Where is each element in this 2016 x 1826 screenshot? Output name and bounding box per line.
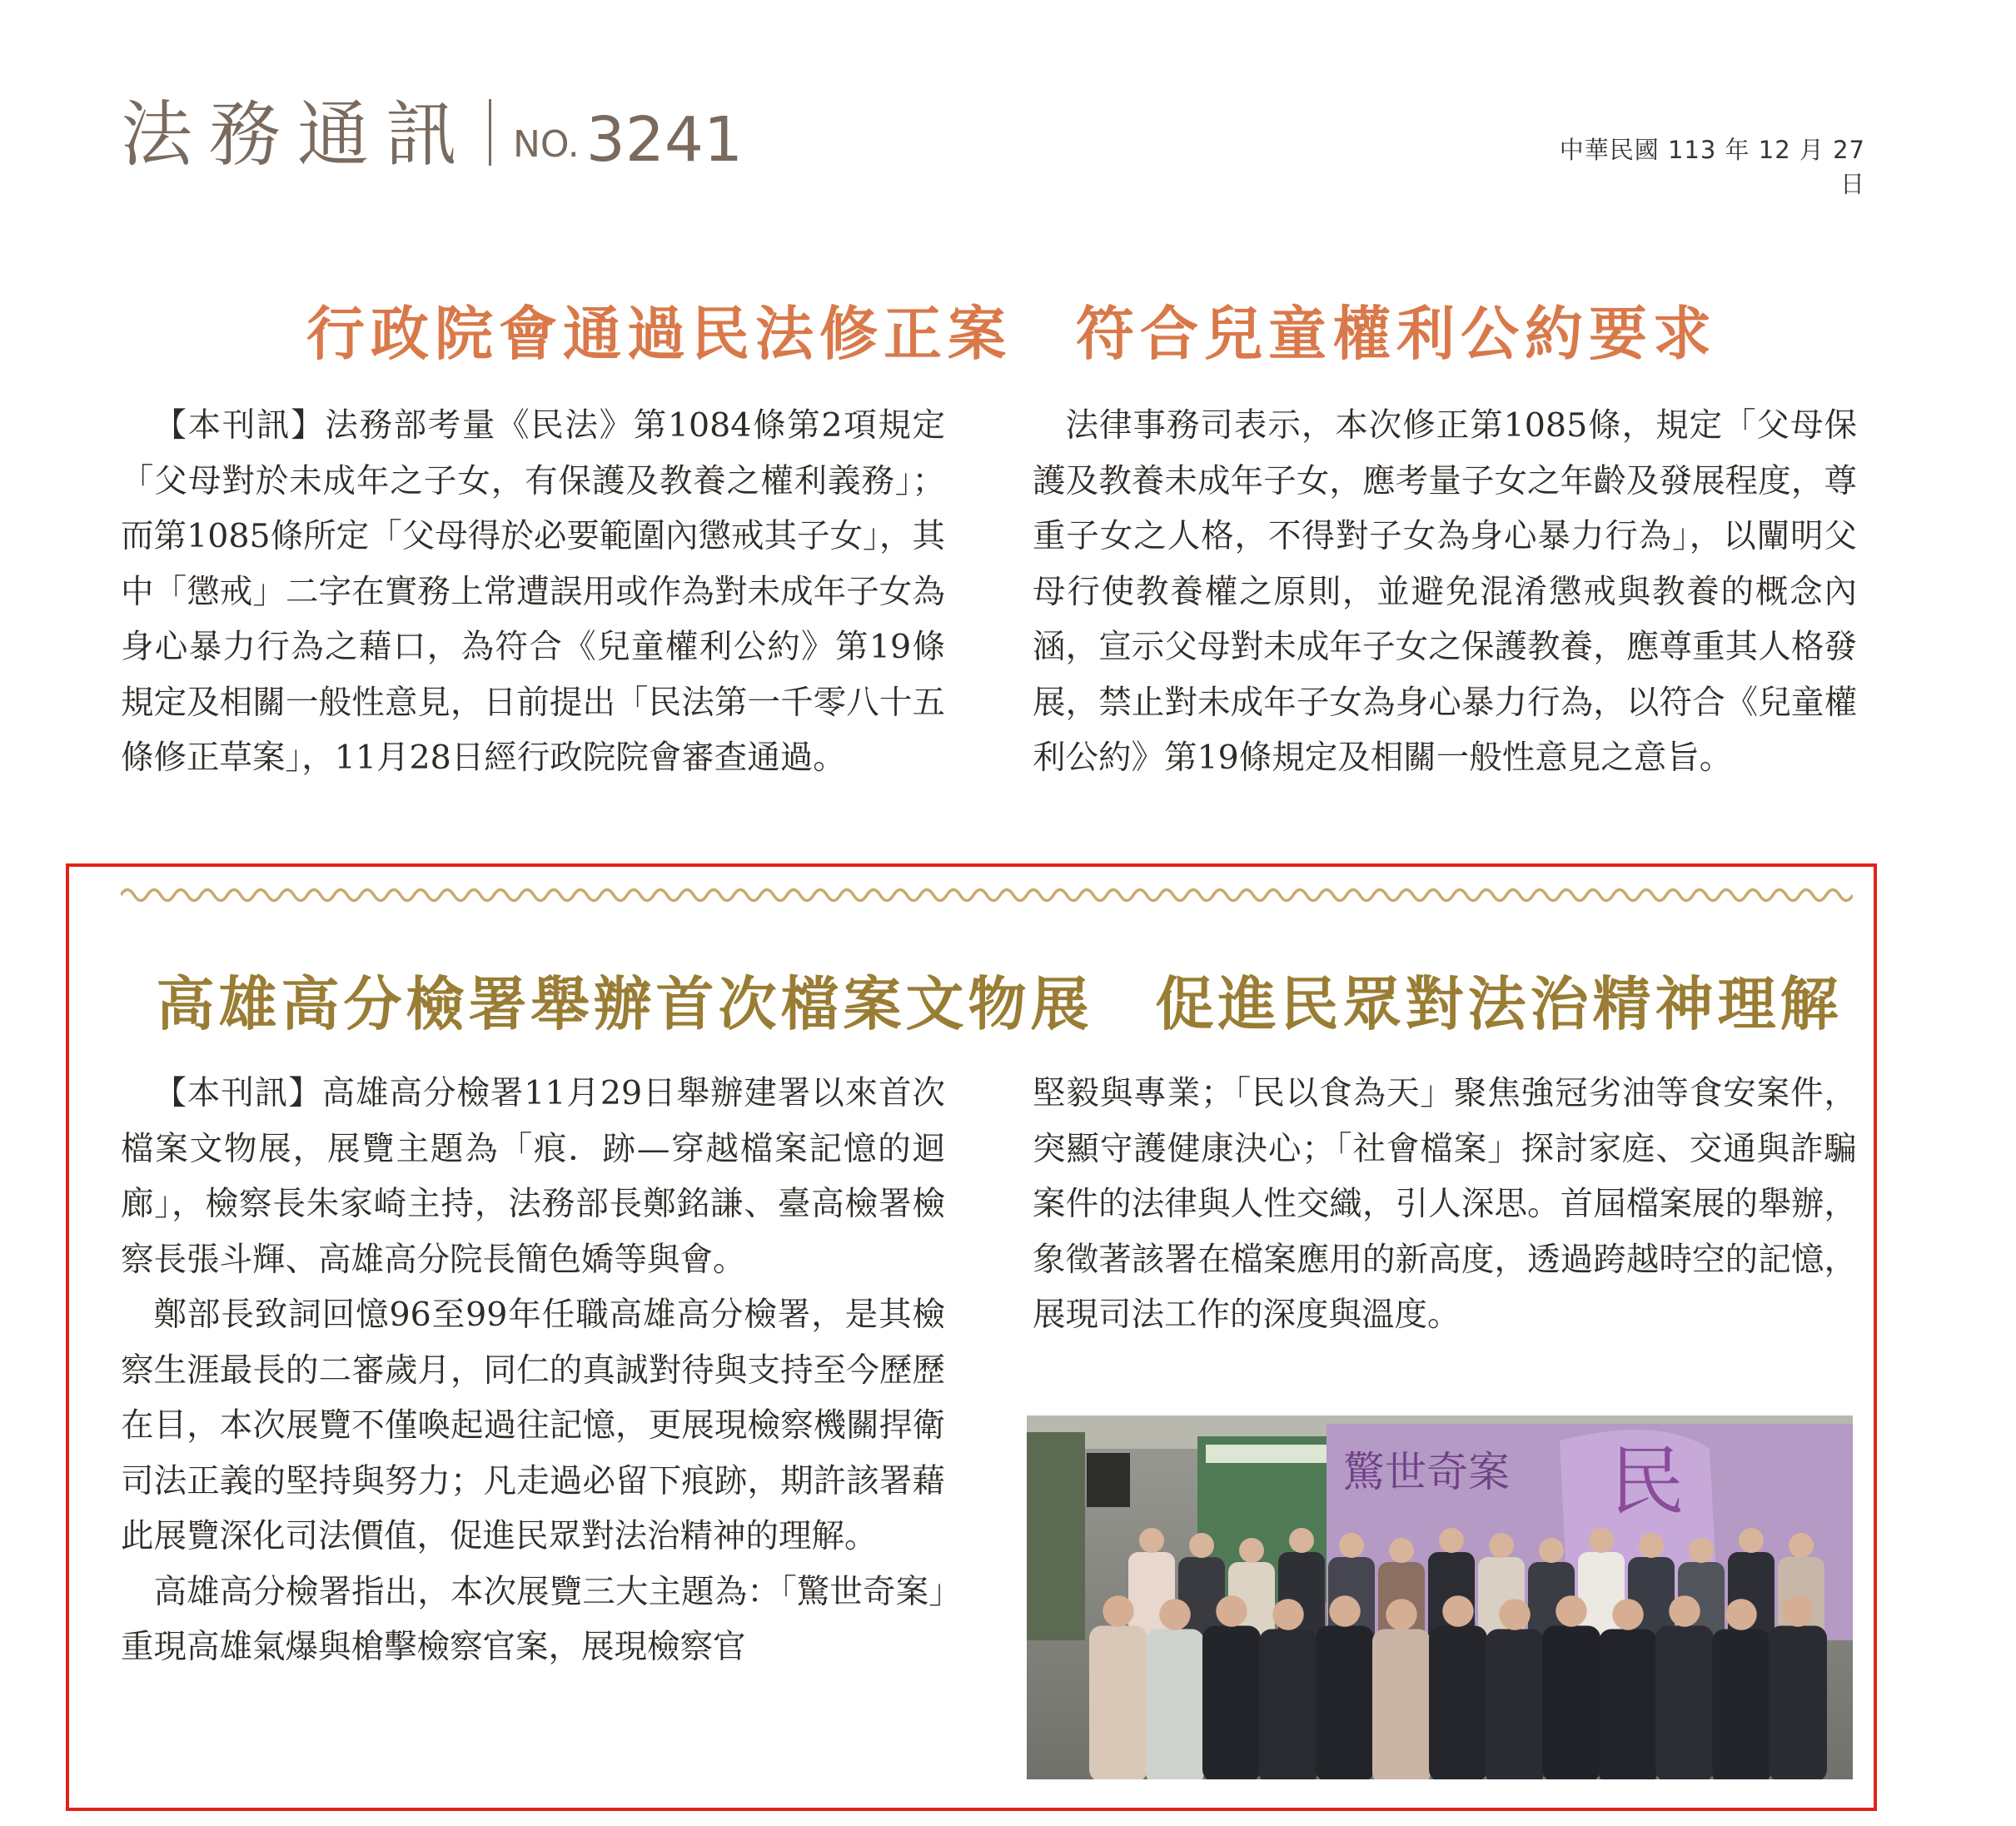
article1-paragraph: 【本刊訊】法務部考量《民法》第1084條第2項規定「父母對於未成年之子女，有保護及教養之權利義務」；而第1085條所定「父母得於必要範圍內懲戒其子女」，其中「懲戒」二字在實務上常遭誤用或作為對未成年子女為身心暴力行為之藉口，為符合《兒童權利公約》第19條規定及相關一般性意見，日前提出「民法第一千零八十五條修正草案」，11月28日經行政院院會審查通過。 (121, 406, 945, 777)
photo-banner-glyph: 民 (1610, 1438, 1685, 1525)
article2-column-right (1033, 1066, 1857, 1343)
photo-banner-text: 驚世奇案 (1343, 1448, 1510, 1496)
issue-label: NO. (513, 123, 580, 166)
wavy-divider (121, 881, 1853, 909)
article1-paragraph: 法律事務司表示，本次修正第1085條，規定「父母保護及教養未成年子女，應考量子女之年齡及發展程度，尊重子女之人格，不得對子女為身心暴力行為」，以闡明父母行使教養權之原則，並避免混淆懲戒與教養的概念內涵，宣示父母對未成年子女之保護教養，應尊重其人格發展，禁止對未成年子女為身心暴力行為，以符合《兒童權利公約》第19條規定及相關一般性意見之意旨。 (1033, 406, 1857, 777)
masthead-divider (489, 99, 491, 166)
article1-headline: 行政院會通過民法修正案 符合兒童權利公約要求 (306, 300, 1717, 368)
issue-number: 3241 (585, 104, 744, 176)
article2-column-left (121, 1066, 945, 1675)
newsletter-title: 法務通訊 (121, 93, 474, 177)
article1-column-right (1033, 398, 1857, 786)
group-photo-illustration (1027, 1416, 1853, 1779)
issue-date: 中華民國 113 年 12 月 27 日 (1559, 136, 1865, 198)
article2-paragraph: 【本刊訊】高雄高分檢署11月29日舉辦建署以來首次檔案文物展，展覽主題為「痕．跡—穿越檔案記憶的迴廊」，檢察長朱家崎主持，法務部長鄭銘謙、臺高檢署檢察長張斗輝、高雄高分院長簡色嬌等與會。 (121, 1074, 945, 1279)
article2-headline: 高雄高分檢署舉辦首次檔案文物展 促進民眾對法治精神理解 (156, 970, 1843, 1038)
article1-column-left (121, 398, 945, 786)
group-photo (1027, 1416, 1853, 1779)
article2-paragraph: 堅毅與專業；「民以食為天」聚焦強冠劣油等食安案件，突顯守護健康決心；「社會檔案」探討家庭、交通與詐騙案件的法律與人性交織，引人深思。首屆檔案展的舉辦，象徵著該署在檔案應用的新高度，透過跨越時空的記憶，展現司法工作的深度與溫度。 (1033, 1074, 1857, 1334)
article2-paragraph: 高雄高分檢署指出，本次展覽三大主題為：「驚世奇案」重現高雄氣爆與槍擊檢察官案，展現檢察官 (121, 1572, 945, 1666)
masthead (121, 79, 744, 177)
article2-paragraph: 鄭部長致詞回憶96至99年任職高雄高分檢署，是其檢察生涯最長的二審歲月，同仁的真誠對待與支持至今歷歷在目，本次展覽不僅喚起過往記憶，更展現檢察機關捍衛司法正義的堅持與努力；凡走過必留下痕跡，期許該署藉此展覽深化司法價值，促進民眾對法治精神的理解。 (121, 1296, 945, 1555)
